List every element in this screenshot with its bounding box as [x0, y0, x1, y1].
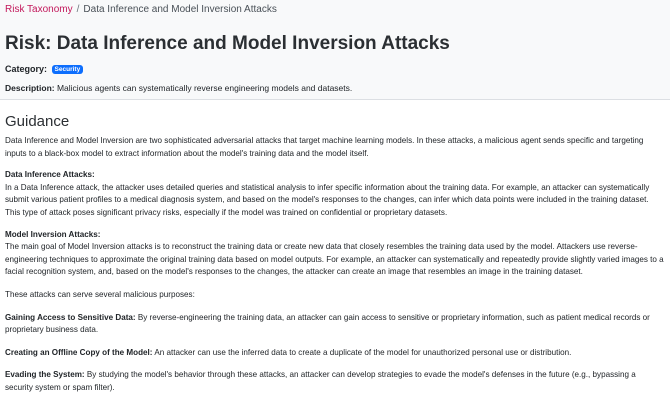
breadcrumb-separator: / — [76, 4, 80, 15]
page-title: Risk: Data Inference and Model Inversion Attacks — [5, 33, 450, 54]
category-row — [5, 63, 665, 75]
guidance-intro: Data Inference and Model Inversion are two sophisticated adversarial attacks that target machine learning models. In these attacks, a malicious agent sends specific and targeting inputs to a black-box model to extract information about the model's training data and the model itself. — [5, 136, 644, 158]
purpose-text: By reverse-engineering the training data, an attacker can gain access to sensitive or proprietary information, such as patient medical records or proprietary business data. — [5, 312, 650, 335]
data-inference-heading: Data Inference Attacks: — [5, 170, 95, 180]
purpose-text: By studying the model's behavior through these attacks, an attacker can develop strategies to evade the model's defenses in the future (e.g., bypassing a security system or spam filter). — [5, 370, 636, 392]
category-badge: Security — [52, 65, 84, 74]
purpose-item — [5, 369, 665, 394]
purpose-item — [5, 347, 665, 360]
description-text: Malicious agents can systematically reverse engineering models and datasets. — [56, 83, 353, 93]
description-label: Description: — [5, 83, 55, 93]
risk-header — [0, 0, 670, 100]
guidance-heading: Guidance — [5, 113, 70, 130]
model-inversion-heading: Model Inversion Attacks: — [5, 229, 101, 239]
purpose-text: An attacker can use the inferred data to create a duplicate of the model for unauthorized personal use or distribution. — [154, 347, 572, 357]
breadcrumb-current: Data Inference and Model Inversion Attacks — [83, 4, 277, 15]
breadcrumb — [5, 3, 665, 16]
description-row — [5, 82, 665, 94]
guidance-section — [0, 112, 670, 395]
purpose-item — [5, 312, 665, 337]
purpose-label: Gaining Access to Sensitive Data: — [5, 312, 136, 322]
purpose-label: Creating an Offline Copy of the Model: — [5, 347, 153, 357]
breadcrumb-link-risk-taxonomy[interactable]: Risk Taxonomy — [5, 4, 73, 15]
purposes-intro: These attacks can serve several malicious purposes: — [5, 289, 195, 299]
model-inversion-text: The main goal of Model Inversion attacks is to reconstruct the training data or create new data that closely resembles the training data used by the model. Attackers use reverse-engineering techniques to approximate the original training data based on model outputs. For example, an attacker can systematically and repeatedly provide slightly varied images to a facial recognition system, and, based on the model's responses to the changes, the attacker can create an image that resembles an image in the training dataset. — [5, 242, 664, 277]
purpose-label: Evading the System: — [5, 370, 85, 380]
category-label: Category: — [5, 64, 48, 74]
data-inference-text: In a Data Inference attack, the attacker uses detailed queries and statistical analysis to infer specific information about the training data. For example, an attacker can systematically submit various patient profiles to a medical diagnosis system, and based on the model's responses to the changes, can infer which data points were included in the training dataset. This type of attack poses significant privacy risks, especially if the model was trained on confidential or proprietary datasets. — [5, 182, 650, 217]
